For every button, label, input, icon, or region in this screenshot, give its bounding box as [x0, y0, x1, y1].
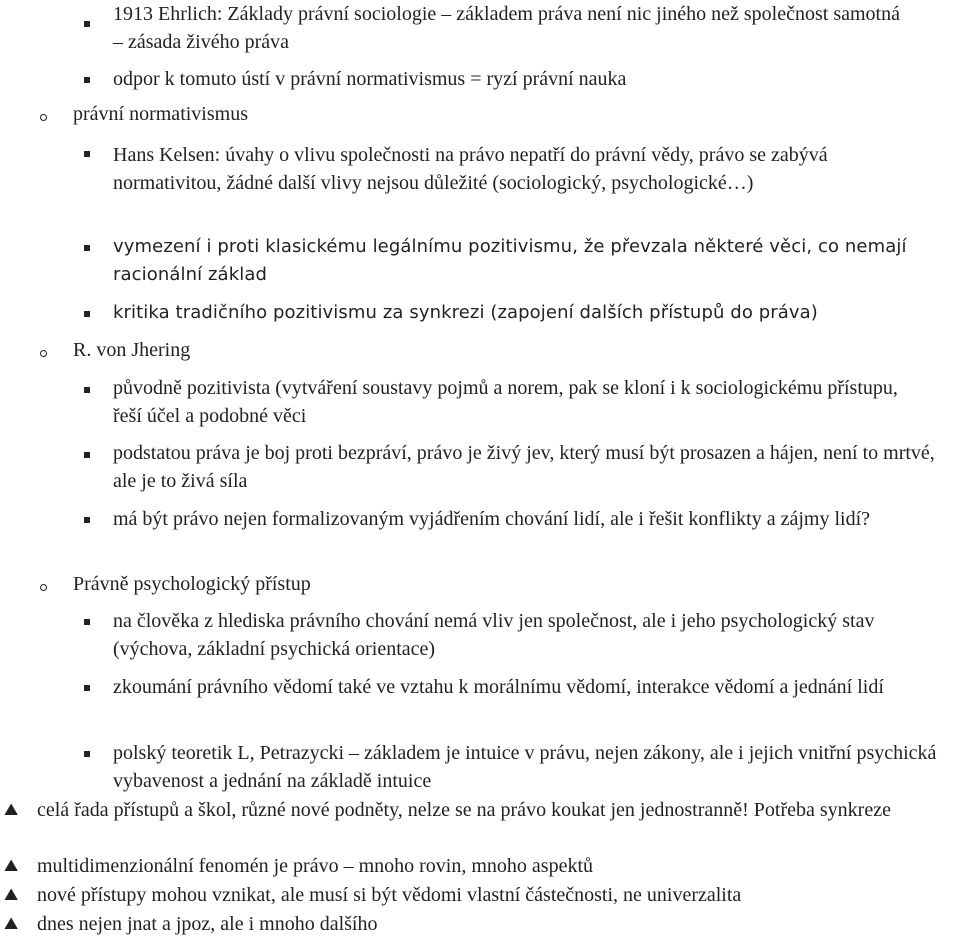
conclusion-item: celá řada přístupů a škol, různé nové podněty, nelze se na právo koukat jen jednostranně! Potřeba synkreze: [37, 799, 891, 821]
square-bullet-icon: [84, 442, 90, 458]
square-bullet-icon: [84, 507, 90, 523]
list-item: na člověka z hlediska právního chování nemá vliv jen společnost, ale i jeho psychologický stav (výchova, základní psychická orientace): [113, 610, 875, 660]
list-item: původně pozitivista (vytváření soustavy pojmů a norem, pak se kloní i k sociologickému přístupu, řeší účel a podobné věci: [113, 377, 898, 427]
ring-bullet-icon: [40, 573, 47, 591]
list-item: kritika tradičního pozitivismu za synkrezi (zapojení dalších přístupů do práva): [113, 302, 818, 323]
mountain-bullet-icon: ⛰: [4, 885, 19, 905]
square-bullet-icon: [84, 11, 90, 27]
list-item: vymezení i proti klasickému legálnímu pozitivismu, že převzala některé věci, co nemají racionální základ: [113, 236, 907, 285]
list-item: zkoumání právního vědomí také ve vztahu k morálnímu vědomí, interakce vědomí a jednání lidí: [113, 676, 884, 698]
square-bullet-icon: [84, 67, 90, 83]
ring-bullet-icon: [40, 103, 47, 121]
square-bullet-icon: [84, 675, 90, 691]
section-heading: R. von Jhering: [73, 339, 191, 361]
list-item: podstatou práva je boj proti bezpráví, právo je živý jev, který musí být prosazen a hájen, není to mrtvé, ale je to živá síla: [113, 442, 935, 492]
square-bullet-icon: [84, 235, 90, 251]
list-item: má být právo nejen formalizovaným vyjádřením chování lidí, ale i řešit konflikty a zájmy lidí?: [113, 508, 871, 530]
mountain-bullet-icon: ⛰: [4, 800, 19, 820]
mountain-bullet-icon: ⛰: [4, 856, 19, 876]
square-bullet-icon: [84, 741, 90, 757]
list-item: 1913 Ehrlich: Základy právní sociologie – základem práva není nic jiného než společnost samotná – zásada živého práva: [113, 3, 900, 53]
square-bullet-icon: [84, 141, 90, 157]
conclusion-item: nové přístupy mohou vznikat, ale musí si být vědomi vlastní částečnosti, ne univerzalita: [37, 884, 742, 906]
list-item: polský teoretik L, Petrazycki – základem je intuice v právu, nejen zákony, ale i jejich vnitřní psychická vybavenost a jednání na základě intuice: [113, 742, 937, 792]
conclusion-item: dnes nejen jnat a jpoz, ale i mnoho dalšího: [37, 913, 378, 935]
square-bullet-icon: [84, 301, 90, 317]
mountain-bullet-icon: ⛰: [4, 914, 19, 934]
list-item: Hans Kelsen: úvahy o vlivu společnosti na právo nepatří do právní vědy, právo se zabývá normativitou, žádné další vlivy nejsou důležité (sociologický, psychologické…): [113, 144, 828, 194]
ring-bullet-icon: [40, 339, 47, 357]
list-item: odpor k tomuto ústí v právní normativismus = ryzí právní nauka: [113, 68, 627, 90]
section-heading: Právně psychologický přístup: [73, 573, 311, 595]
section-heading: právní normativismus: [73, 103, 248, 125]
square-bullet-icon: [84, 377, 90, 393]
conclusion-item: multidimenzionální fenomén je právo – mnoho rovin, mnoho aspektů: [37, 855, 594, 877]
square-bullet-icon: [84, 609, 90, 625]
